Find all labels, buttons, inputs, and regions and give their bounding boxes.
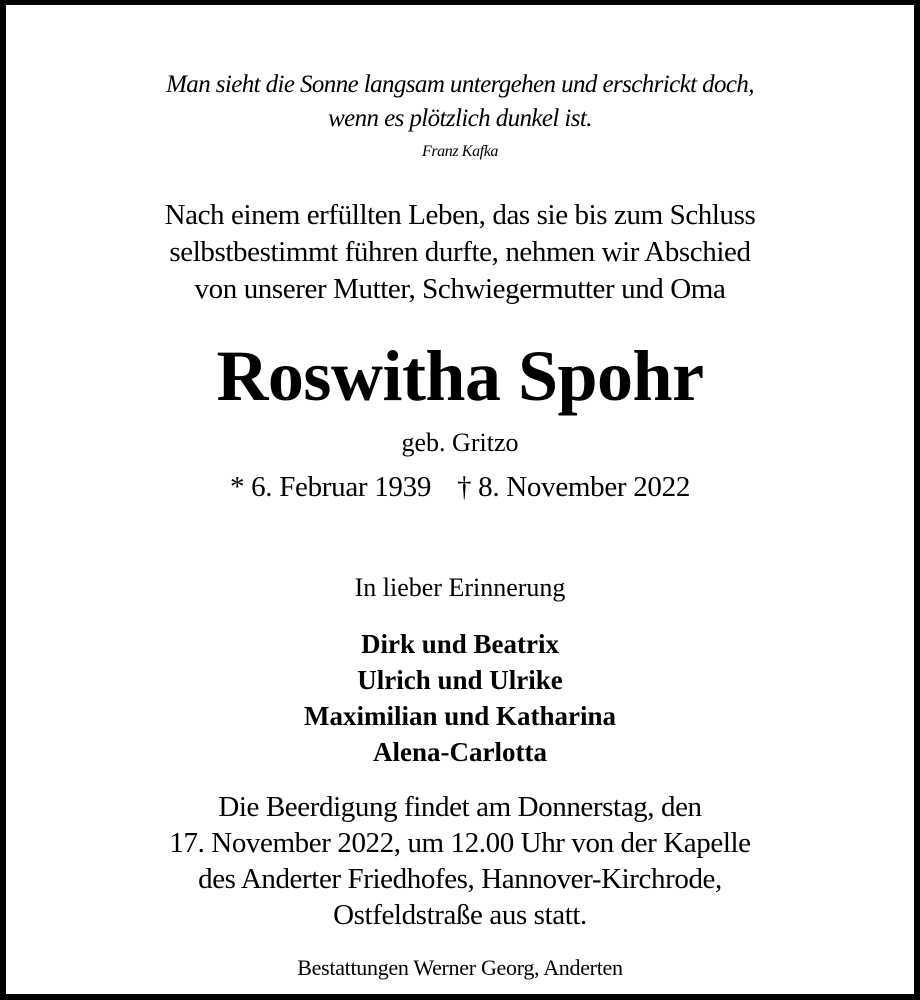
funeral-line-2: 17. November 2022, um 12.00 Uhr von der Kapelle (169, 827, 751, 859)
funeral-line-4: Ostfeldstraße aus statt. (333, 899, 587, 931)
memory-line: In lieber Erinnerung (354, 573, 566, 602)
maiden-name: geb. Gritzo (401, 428, 519, 457)
birth-date: * 6. Februar 1939 (229, 471, 432, 503)
quote-author: Franz Kafka (421, 143, 499, 160)
life-dates (6, 471, 914, 504)
mourner-3: Maximilian und Katharina (303, 701, 617, 731)
quote-line-2: wenn es plötzlich dunkel ist. (328, 105, 592, 132)
mourner-4: Alena-Carlotta (373, 737, 547, 767)
intro-line-3: von unserer Mutter, Schwiegermutter und Oma (194, 273, 726, 305)
funeral-line-1: Die Beerdigung findet am Donnerstag, den (218, 791, 702, 823)
funeral-line-3: des Anderter Friedhofes, Hannover-Kirchrode, (198, 863, 722, 895)
quote-line-1: Man sieht die Sonne langsam untergehen und erschrickt doch, (166, 71, 754, 98)
death-date: † 8. November 2022 (457, 471, 691, 503)
intro-line-1: Nach einem erfüllten Leben, das sie bis zum Schluss (164, 199, 756, 231)
deceased-name: Roswitha Spohr (216, 336, 704, 416)
undertaker: Bestattungen Werner Georg, Anderten (297, 955, 623, 980)
mourner-2: Ulrich und Ulrike (357, 665, 563, 695)
mourner-1: Dirk und Beatrix (360, 629, 560, 659)
intro-line-2: selbstbestimmt führen durfte, nehmen wir Abschied (169, 236, 751, 268)
